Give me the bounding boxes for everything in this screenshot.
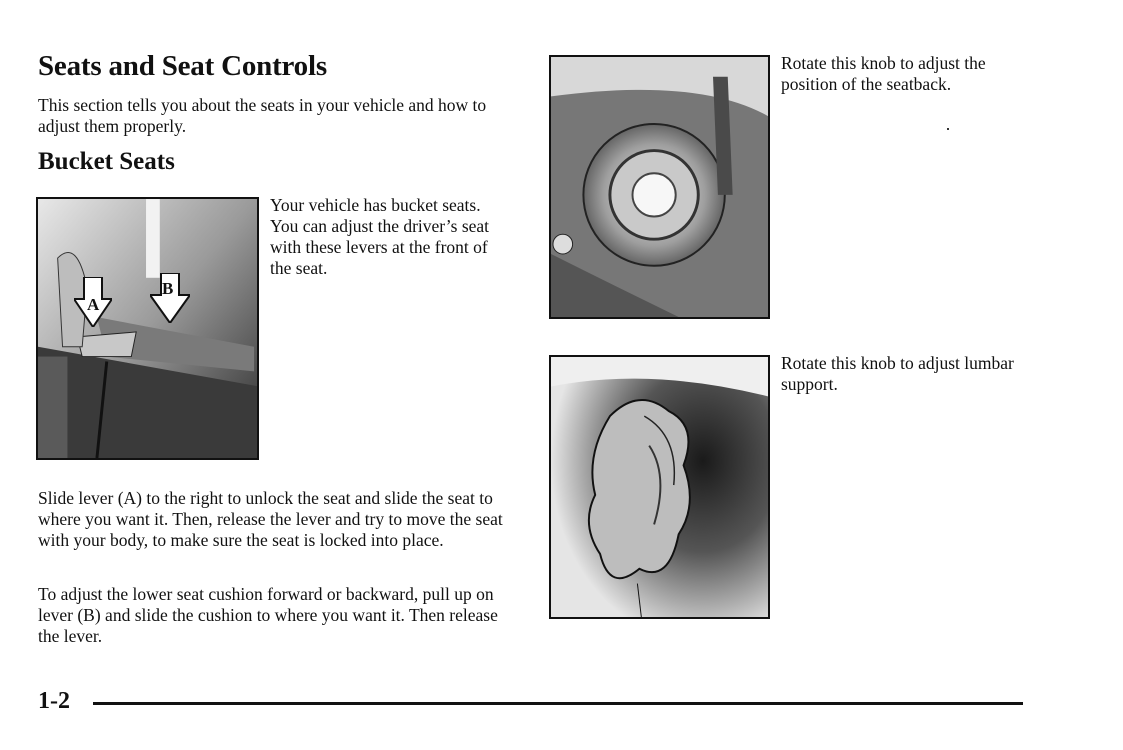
footer-rule xyxy=(93,702,1023,705)
intro-paragraph: This section tells you about the seats in your vehicle and how to adjust them properly. xyxy=(38,95,487,136)
cushion-instructions: To adjust the lower seat cushion forward or backward, pull up on lever (B) and slide the cushion to where you want it. Then release the lever. xyxy=(38,584,498,646)
lumbar-knob-caption: Rotate this knob to adjust lumbar support. xyxy=(781,353,1014,394)
bucket-seats-description: Your vehicle has bucket seats. You can adjust the driver’s seat with these levers at the front of the seat. xyxy=(270,195,490,278)
seatback-knob-caption: Rotate this knob to adjust the position of the seatback. xyxy=(781,53,986,94)
seat-levers-photo xyxy=(36,197,259,460)
page-number: 1-2 xyxy=(38,688,70,714)
lever-a-label: A xyxy=(87,295,100,314)
lumbar-knob-photo xyxy=(549,355,770,619)
stray-dot xyxy=(947,128,949,130)
slide-lever-instructions: Slide lever (A) to the right to unlock the seat and slide the seat to where you want it. Then, release the lever and try to move the seat with your body, to make sure the seat is locked into place. xyxy=(38,488,503,550)
page-title: Seats and Seat Controls xyxy=(38,50,327,82)
lever-b-label: B xyxy=(162,279,174,298)
seatback-knob-photo xyxy=(549,55,770,319)
section-heading-bucket-seats: Bucket Seats xyxy=(38,148,175,175)
